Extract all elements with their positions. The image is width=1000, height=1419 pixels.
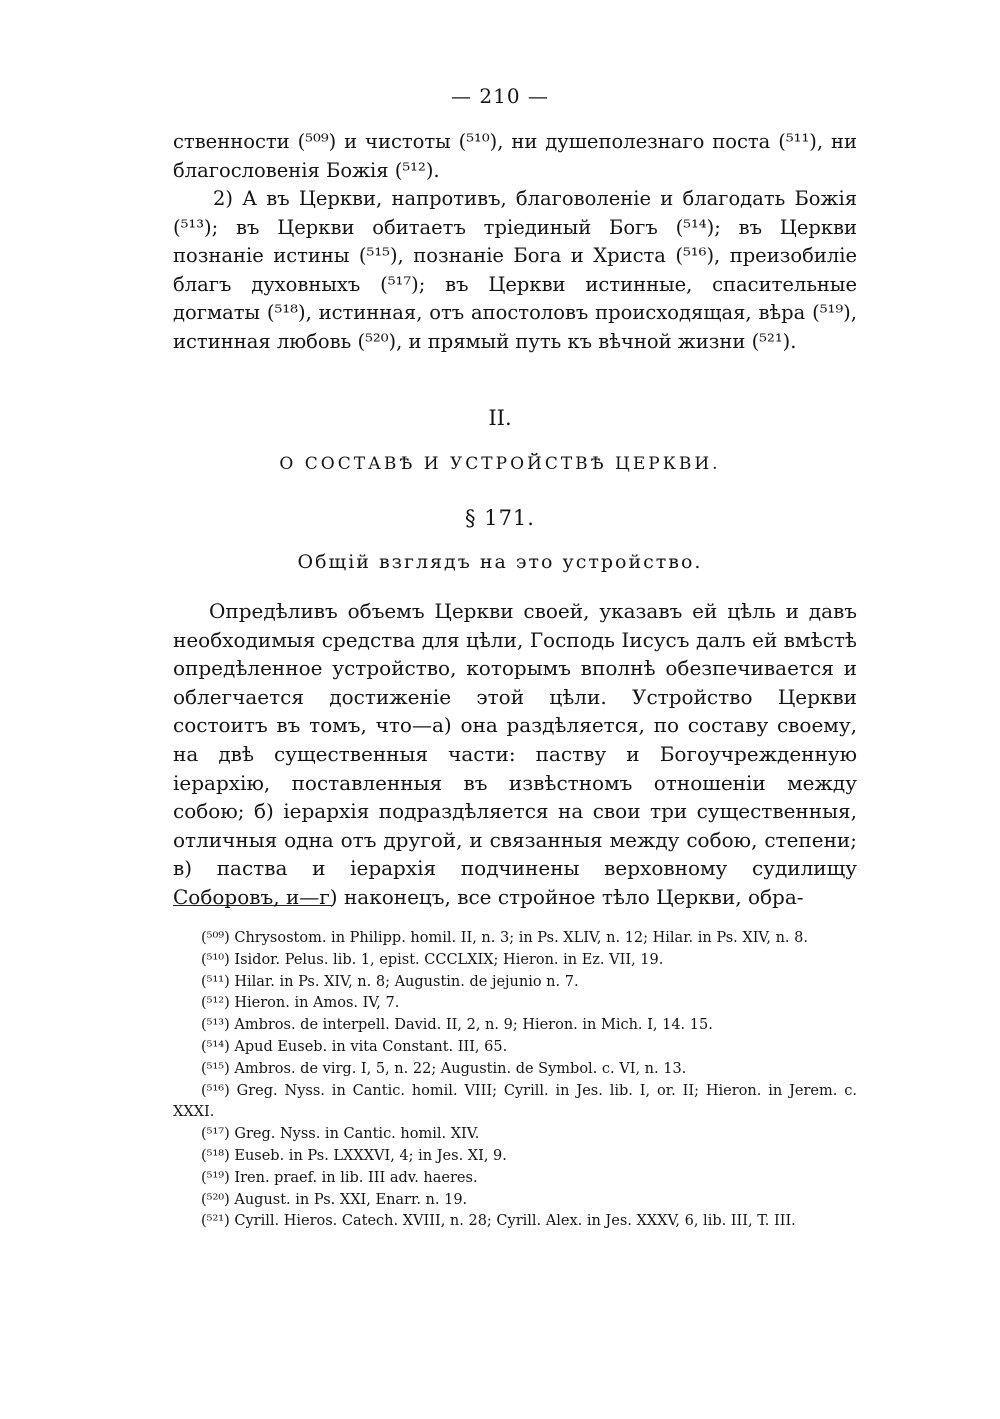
section-title: Общій взглядъ на это устройство. xyxy=(297,551,703,573)
footnote-514: (⁵¹⁴) Apud Euseb. in vita Constant. III, 65. xyxy=(201,1038,508,1055)
paragraph-continued: ственности (⁵⁰⁹) и чистоты (⁵¹⁰), ни душеполезнаго поста (⁵¹¹), ни благословенія Божія (⁵¹²). xyxy=(173,130,857,182)
footnote-512: (⁵¹²) Hieron. in Amos. IV, 7. xyxy=(201,995,400,1012)
footnotes xyxy=(173,928,857,1233)
footnote-516: (⁵¹⁶) Greg. Nyss. in Cantic. homil. VIII; Cyrill. in Jes. lib. I, or. II; Hieron. in Jerem. c. XXXI. xyxy=(173,1082,857,1121)
footnote-517: (⁵¹⁷) Greg. Nyss. in Cantic. homil. XIV. xyxy=(201,1126,480,1143)
footnote-515: (⁵¹⁵) Ambros. de virg. I, 5, n. 22; Augustin. de Symbol. c. VI, n. 13. xyxy=(201,1060,687,1077)
footnote-divider xyxy=(173,905,333,906)
part-title: О СОСТАВѢ И УСТРОЙСТВѢ ЦЕРКВИ. xyxy=(279,454,721,474)
footnote-509: (⁵⁰⁹) Chrysostom. in Philipp. homil. II, n. 3; in Ps. XLIV, n. 12; Hilar. in Ps. XIV, n. 8. xyxy=(201,930,808,946)
footnote-513: (⁵¹³) Ambros. de interpell. David. II, 2, n. 9; Hieron. in Mich. I, 14. 15. xyxy=(201,1017,713,1034)
section-body: Опредѣливъ объемъ Церкви своей, указавъ ей цѣль и давъ необходимыя средства для цѣли, Господь Іисусъ далъ ей вмѣстѣ опредѣленное устройство, которымъ вполнѣ обезпечивается и облегчается достиженіе этой цѣли. Устройство Церкви состоитъ въ томъ, что—а) она раздѣляется, по составу своему, на двѣ существенныя части: паству и Богоучрежденную іерархію, поставленныя въ извѣстномъ отношеніи между собою; б) іерархія подраздѣляется на свои три существенныя, отличныя одна отъ другой, и связанныя между собою, степени; в) паства и іерархія подчинены верховному судилищу Соборовъ, и—г) наконецъ, все стройное тѣло Церкви, обра- xyxy=(173,599,857,909)
footnote-521: (⁵²¹) Cyrill. Hieros. Catech. XVIII, n. 28; Cyrill. Alex. in Jes. XXXV, 6, lib. III, T. III. xyxy=(201,1213,796,1230)
footnote-519: (⁵¹⁹) Iren. praef. in lib. III adv. haeres. xyxy=(201,1169,478,1186)
footnote-520: (⁵²⁰) August. in Ps. XXI, Enarr. n. 19. xyxy=(201,1191,468,1208)
page-number: — 210 — xyxy=(451,84,549,108)
part-numeral: II. xyxy=(488,406,512,430)
section-number: § 171. xyxy=(465,506,535,530)
footnote-511: (⁵¹¹) Hilar. in Ps. XIV, n. 8; Augustin. de jejunio n. 7. xyxy=(201,973,579,990)
footnote-510: (⁵¹⁰) Isidor. Pelus. lib. 1, epist. CCCLXIX; Hieron. in Ez. VII, 19. xyxy=(201,951,664,968)
footnote-518: (⁵¹⁸) Euseb. in Ps. LXXXVI, 4; in Jes. XI, 9. xyxy=(201,1147,507,1164)
paragraph-2: 2) А въ Церкви, напротивъ, благоволеніе и благодать Божія (⁵¹³); въ Церкви обитаетъ тріединый Богъ (⁵¹⁴); въ Церкви познаніе истины (⁵¹⁵), познаніе Бога и Христа (⁵¹⁶), преизобиліе благъ духовныхъ (⁵¹⁷); въ Церкви истинные, спасительные догматы (⁵¹⁸), истинная, отъ апостоловъ происходящая, вѣра (⁵¹⁹), истинная любовь (⁵²⁰), и прямый путь къ вѣчной жизни (⁵²¹). xyxy=(173,187,857,353)
continued-text xyxy=(173,128,857,356)
